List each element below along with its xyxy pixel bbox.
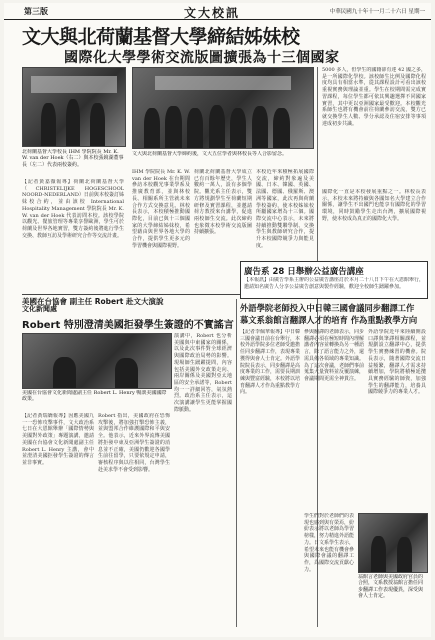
article2-headline-top: 美國在台協會 副主任 Robert 赴文大演說	[22, 297, 164, 306]
photo-person	[53, 357, 77, 388]
column-divider	[236, 299, 237, 627]
seminar-notice	[240, 261, 428, 299]
photo-person	[371, 536, 386, 572]
article3-headline-bottom: 慕文系翁館言翻譯人才的培育 作為重點教學方向	[240, 315, 418, 325]
article3-lead: 【記者李佩華報導】中日韓三國會議日前在台舉行，本校外語學院多位老師受邀擔任同步翻譯工作，表現專業獲得與會人士肯定。外語學院院長表示，同步翻譯是高度專業的工作，需要長期訓練與豐富經驗，本校將以培育翻譯人才作為重點教學方向。	[240, 329, 300, 396]
article1-right-col2: 國際化一直是本校發展重點之一。林校長表示，本校未來將持續與各國知名大學建立合作關係，讓學生不出國門也能享有國際化的學習環境，同時鼓勵學生走出台灣，擴展國際視野，使本校成為真正的國際化大學。	[322, 189, 426, 222]
lecture-photo	[22, 333, 172, 389]
group-photo	[132, 67, 314, 149]
article2-kicker: 文化新聞處	[22, 305, 57, 313]
interpreter-photo-caption: 翁館言老師與美國政府官員的合照，文系教授翁館言擔任同步翻譯工作表現優異，深受與會人士肯定。	[358, 574, 424, 600]
paper-name: 文大校訊	[184, 6, 241, 20]
article1-lead: 【記者黃嘉薇報導】荷蘭北荷蘭基督大學（CHRISTELIJKE HOGESCHOOL NOORD-NEDERLAND）日前與本校簽訂姊妹校合約，並由該校 International Hospitality Management 學院院長 Mr. K. W. van der Hoek 代表訪問本校。該校學院以觀光、餐旅管理等專業享譽歐洲，學生可於荷蘭及世界各地實習，雙方簽約後將進行學生交換、教師互訪及學術研究合作等交流計畫。	[22, 179, 124, 239]
photo-banner	[31, 76, 117, 93]
newspaper-page	[4, 3, 431, 637]
group-photo-caption: 文大與北荷蘭基督大學締約後，文大五位學者與林校長等人合影留念。	[132, 151, 288, 157]
seminar-title: 廣告系 28 日舉辦公益廣告講座	[244, 267, 364, 277]
photo-person	[209, 105, 225, 148]
photo-person	[66, 99, 80, 146]
photo-person	[273, 108, 289, 148]
signing-photo	[22, 67, 126, 147]
photo-person	[144, 108, 160, 148]
main-headline: 文大與北荷蘭基督大學締結姊妹校	[22, 26, 300, 48]
interpreter-photo	[358, 513, 428, 573]
main-subheadline: 國際化大學學術交流版圖擴張為十三個國家	[64, 50, 340, 66]
photo-person	[165, 106, 181, 148]
photo-person	[187, 108, 203, 148]
photo-banner	[155, 76, 292, 90]
photo-person	[90, 103, 104, 146]
article2-col3: 演講中，Robert 也分析美國與中東國家的關係，以及此次事件對全球經濟與國際政治局勢的影響。現場師生踴躍提問，內容包括美國外交政策走向、兩岸關係及美國對亞太地區的安全承諾等，Robert 均一一詳細回答，氣氛熱烈。政治系主任表示，這次演講讓學生更能掌握國際脈動。	[174, 333, 232, 413]
photo-person	[115, 358, 139, 388]
article3-headline-top: 外語學院老師投入中日韓三國會議同步翻譯工作	[240, 303, 415, 313]
section-label: 第三版	[24, 6, 48, 16]
article3-col4: 學生們對於老師們的表現也感到與有榮焉，紛紛表示將以老師為學習榜樣，努力精進外語能力。日文系學生表示，希望未來也能有機會參與國際會議的翻譯工作，為國際交流貢獻心力。	[304, 513, 354, 573]
photo-person	[252, 106, 268, 148]
article1-col4: 本校近年來積極拓展國際交流，締約對象遍及美國、日本、韓國、英國、法國、德國、俄羅斯、澳洲等國家，此次再與荷蘭學校簽約，使本校姊妹校所屬國家增為十三個。國際交流中心表示，未來將持續推動雙聯學制、交換學生與教師研究合作，提升本校國際競爭力與能見度。	[256, 169, 314, 249]
photo-person	[230, 108, 246, 148]
signing-photo-caption: 北荷蘭基督大學校長 IHM 學院院長 Mr. K. W. van der Hoek（右二）與本校張鏡湖董事長（左二）代表兩校簽約。	[22, 149, 124, 168]
article1-col3: 荷蘭北荷蘭基督大學成立已有百餘年歷史，學生人數約一萬人，設有多個學院。觀光系主任表示，雙方將規劃學生至荷蘭短期研修及實習課程，並邀請荷方教授來台講學，促進兩校師生交流。此次締約也象徵本校學術交流版圖持續擴張。	[194, 169, 252, 236]
issue-date: 中華民國九十年十一月二十六日 星期一	[329, 9, 425, 15]
article3-col3: 外語學院近年來陸續開設口譯與筆譯相關課程，並規劃設立翻譯中心，提供學生實務練習的機會。院長表示，隨著國際交流日益頻繁，翻譯人才需求持續增加，學院將積極延攬具實務經驗的師資，加強學生的翻譯能力，培養具國際競爭力的專業人才。	[368, 329, 426, 396]
masthead	[4, 3, 431, 20]
photo-person	[41, 103, 55, 146]
article3-col2: 參與翻譯的老師表示，同步翻譯必須在極短時間內理解講者內容並轉換為另一種語言，除了語言能力之外，還需具備各領域的專業知識。為了這次會議，老師們事前蒐集大量資料並反覆演練，會議期間更需全神貫注。	[304, 329, 364, 382]
article2-headline-bottom: Robert 特別澄清美國拒發學生簽證的不實謠言	[22, 320, 234, 331]
article1-col2: IHM 學院院長 Mr. K. W. van der Hoek 在台期間參訪本校觀光事業學系及推廣教育部，並與林校長、相關系所主管就未來合作方式交換意見。林校長表示，本校積極推動國際化，目前已與十三個國家的大學締結姊妹校，希望藉由與世界各地大學的合作，提供學生更多元的學習機會與國際視野。	[132, 169, 190, 249]
lecture-photo-caption: 美國在台協會文化新聞處副主任 Robert L. Henry 暢談美國國際政策。	[22, 390, 167, 403]
photo-person	[397, 537, 412, 572]
seminar-text: 【本報訊】由廣告學系主辦的公益廣告講座訂於本月二十八日下午在大恩館舉行，邀請知名廣告人分享公益廣告創意與製作經驗，歡迎全校師生踴躍參加。	[244, 277, 424, 290]
article2-col2: Robert 指出，美國政府在恐怖攻擊後，將加強打擊恐怖主義，並與盟邦合作維護國際和平與安全。他表示，近來外界流傳美國將拒發中東及亞洲學生簽證的消息並不正確，美國仍歡迎各國學生前往留學，只要依規定申請，審核程序與以往相同，台灣學生赴美求學不會受到影響。	[98, 413, 170, 473]
article2-lead: 【記者黃瑞嬌報導】因應美國九一一恐怖攻擊事件，文大政治系七日在大恩館舉辦「國際情勢與美國對外政策」專題演講，邀請美國在台協會文化新聞處副主任 Robert L. Henry 主講，會中並澄清美國拒發學生簽證的傳言並非事實。	[22, 413, 94, 466]
article1-right-col: 5000 多人，但學生的國籍卻有達 42 國之多，是一所國際化學校。該校師生比例及國際化程度均具有相當水準，從其課程設計可看出該校重視實務與理論並重。學生在校期間需完成實習課程，每位學生都可依其興趣選擇不同國家實習，其中更以亞洲國家最受歡迎。本校觀光系師生也將有機會前往荷蘭參訪交流，雙方已就交換學生人數、學分承認及住宿安排等事項達成初步共識。	[322, 67, 426, 127]
